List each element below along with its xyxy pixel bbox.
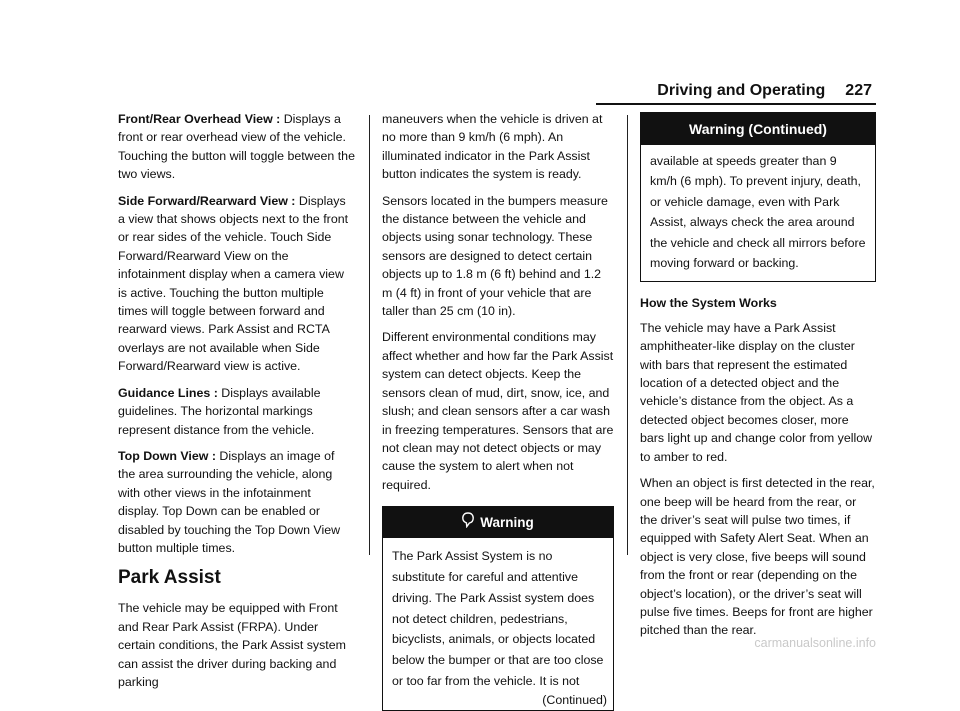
definition-guidance-lines <box>118 384 355 439</box>
term-guidance-lines: Guidance Lines : <box>118 385 218 400</box>
subheading-how-the-system-works: How the System Works <box>640 296 777 311</box>
definition-text: Displays a view that shows objects next to the front or rear sides of the vehicle. Touch Side Forward/Rearward View on the infotainment display when a camera view is active. Touching the button multiple times will toggle between forward and rearward views. Park Assist and RCTA overlays are not available when Side Forward/Rearward view is active. <box>118 193 349 374</box>
paragraph: maneuvers when the vehicle is driven at no more than 9 km/h (6 mph). An illuminated indicator in the Park Assist button indicates the system is ready. <box>382 112 603 182</box>
paragraph: The vehicle may have a Park Assist amphitheater-like display on the cluster with bars that represent the estimated location of a detected object and the vehicle’s distance from the object. As a detected object becomes closer, more bars light up and change color from yellow to amber to red. <box>640 320 873 464</box>
park-assist-intro: The vehicle may be equipped with Front and Rear Park Assist (FRPA). Under certain conditions, the Park Assist system can assist the driver during backing and parking <box>118 601 346 689</box>
warning-header: Warning (Continued) <box>641 113 875 145</box>
warning-box-continued <box>640 112 876 282</box>
warning-bubble-icon <box>462 508 474 539</box>
warning-text: available at speeds greater than 9 km/h (6 mph). To prevent injury, death, or vehicle damage, even with Park Assist, always check the area around the vehicle and check all mirrors before moving forward or backing. <box>650 154 866 271</box>
definition-text: Displays a front or rear overhead view of the vehicle. Touching the button will toggle between the two views. <box>118 112 355 182</box>
column-divider <box>627 115 628 555</box>
section-title: Driving and Operating <box>657 82 826 99</box>
definition-text: Displays an image of the area surrounding the vehicle, along with other views in the infotainment display. Top Down can be enabled or disabled by touching the Top Down View button multiple times. <box>118 448 341 555</box>
column-divider <box>369 115 370 555</box>
definition-side-forward-rearward <box>118 192 355 376</box>
warning-title: Warning <box>480 515 534 531</box>
running-header <box>657 82 872 100</box>
paragraph: Sensors located in the bumpers measure the distance between the vehicle and objects using sonar technology. These sensors are designed to detect certain objects up to 1.8 m (6 ft) behind and 1.2 m (4 ft) in front of your vehicle that are taller than 25 cm (10 in). <box>382 193 608 319</box>
column-2 <box>382 110 614 711</box>
continued-label: (Continued) <box>542 692 607 707</box>
term-top-down-view: Top Down View : <box>118 448 216 463</box>
definition-front-rear-overhead <box>118 110 355 184</box>
page-number: 227 <box>845 82 872 99</box>
watermark: carmanualsonline.info <box>754 636 876 650</box>
section-heading-park-assist: Park Assist <box>118 567 221 589</box>
definition-text: Displays available guidelines. The horizontal markings represent distance from the vehicle. <box>118 385 321 437</box>
header-rule <box>596 103 876 105</box>
column-1 <box>118 110 355 699</box>
warning-box <box>382 506 614 711</box>
definition-top-down-view <box>118 447 355 557</box>
column-3 <box>640 110 876 648</box>
paragraph: Different environmental conditions may affect whether and how far the Park Assist system can detect objects. Keep the sensors clean of mud, dirt, snow, ice, and slush; and clean sensors after a car wash in freezing temperatures. Sensors that are not clean may not detect objects or may cause the system to alert when not required. <box>382 330 614 492</box>
warning-header <box>383 507 613 538</box>
term-side-forward-rearward-view: Side Forward/Rearward View : <box>118 193 296 208</box>
warning-text: The Park Assist System is no substitute for careful and attentive driving. The Park Assist system does not detect children, pedestrians, bicyclists, animals, or objects located below the bumper or that are too close or too far from the vehicle. It is not <box>392 549 604 688</box>
paragraph: When an object is first detected in the rear, one beep will be heard from the rear, or the driver’s seat will pulse two times, if equipped with Safety Alert Seat. When an object is very close, five beeps will sound from the front or rear (depending on the object’s location), or the driver’s seat will pulse five times. Beeps for front are higher pitched than the rear. <box>640 476 875 638</box>
term-front-rear-overhead-view: Front/Rear Overhead View : <box>118 112 281 126</box>
